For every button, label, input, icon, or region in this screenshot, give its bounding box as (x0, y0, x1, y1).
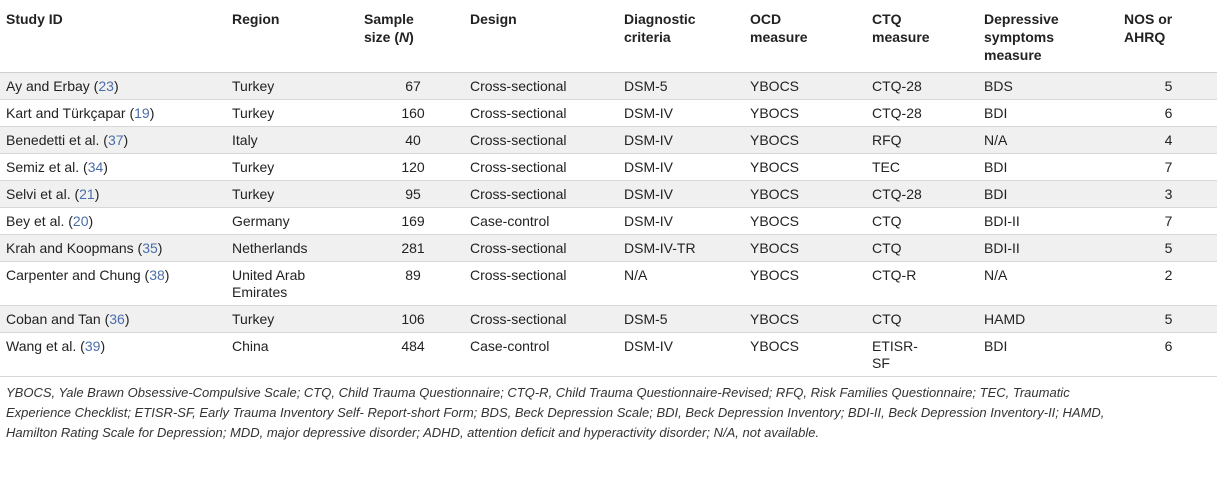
cell-ocd-measure: YBOCS (746, 181, 868, 208)
cell-design: Case-control (466, 333, 620, 377)
cell-region (228, 333, 360, 377)
cell-diagnostic-criteria: N/A (620, 262, 746, 306)
study-close-paren: ) (124, 311, 130, 327)
region-text: Turkey (232, 311, 275, 327)
cell-design: Cross-sectional (466, 306, 620, 333)
cell-depressive-measure: BDI (980, 154, 1120, 181)
region-text: Germany (232, 213, 290, 229)
ctq-text: TEC (872, 159, 900, 175)
cell-sample-size: 281 (360, 235, 466, 262)
cell-ctq-measure (868, 208, 980, 235)
study-close-paren: ) (88, 213, 94, 229)
reference-link[interactable]: 23 (98, 78, 114, 94)
header-depressive-measure (980, 0, 1120, 73)
cell-sample-size: 40 (360, 127, 466, 154)
table-body (0, 73, 1217, 377)
cell-ctq-measure (868, 127, 980, 154)
cell-diagnostic-criteria: DSM-IV (620, 100, 746, 127)
cell-diagnostic-criteria: DSM-IV (620, 127, 746, 154)
cell-region (228, 127, 360, 154)
study-close-paren: ) (103, 159, 108, 175)
cell-nos-ahrq: 6 (1120, 100, 1217, 127)
cell-design: Cross-sectional (466, 181, 620, 208)
cell-diagnostic-criteria: DSM-IV (620, 333, 746, 377)
cell-nos-ahrq: 2 (1120, 262, 1217, 306)
header-sample-size-line2: size ( (364, 29, 400, 45)
cell-ctq-measure (868, 154, 980, 181)
cell-diagnostic-criteria: DSM-5 (620, 73, 746, 100)
cell-region (228, 208, 360, 235)
reference-link[interactable]: 38 (149, 267, 165, 283)
reference-link[interactable]: 39 (84, 338, 101, 354)
cell-sample-size: 95 (360, 181, 466, 208)
cell-study-id (0, 208, 228, 235)
header-diagnostic-criteria (620, 0, 746, 73)
table-row (0, 154, 1217, 181)
study-name: Kart and Türkçapar ( (6, 105, 135, 121)
header-nos-line1: NOS or (1124, 11, 1173, 27)
study-name: Ay and Erbay ( (6, 78, 99, 94)
study-close-paren: ) (149, 105, 155, 121)
table-row (0, 235, 1217, 262)
study-close-paren: ) (164, 267, 170, 283)
cell-ocd-measure: YBOCS (746, 127, 868, 154)
header-study-id-label: Study ID (6, 11, 63, 27)
cell-region (228, 262, 360, 306)
cell-sample-size: 89 (360, 262, 466, 306)
region-text: Turkey (232, 159, 275, 175)
header-row (0, 0, 1217, 73)
header-ctq-line1: CTQ (872, 11, 902, 27)
study-name: Bey et al. ( (6, 213, 73, 229)
header-ctq-line2: measure (872, 29, 930, 45)
header-nos-ahrq (1120, 0, 1217, 73)
header-design-label: Design (470, 11, 517, 27)
ctq-text: CTQ (872, 240, 902, 256)
cell-design: Cross-sectional (466, 235, 620, 262)
cell-ocd-measure: YBOCS (746, 262, 868, 306)
cell-study-id (0, 333, 228, 377)
table-footnote: YBOCS, Yale Brawn Obsessive-Compulsive Scale; CTQ, Child Trauma Questionnaire; CTQ-R, Child Trauma Questionnaire-Revised; RFQ, Risk Families Questionnaire; TEC, Traumatic Experience Checklist; ETISR-SF, Early Trauma Inventory Self- Report-short Form; BDS, Beck Depression Scale; BDI, Beck Depression Inventory; BDI-II, Beck Depression Inventory-II; HAMD, Hamilton Rating Scale for Depression; MDD, major depressive disorder; ADHD, attention deficit and hyperactivity disorder; N/A, not available. (6, 385, 1105, 440)
table-row (0, 306, 1217, 333)
header-sample-size (360, 0, 466, 73)
header-ocd-line1: OCD (750, 11, 782, 27)
header-ocd-measure (746, 0, 868, 73)
cell-diagnostic-criteria: DSM-IV (620, 154, 746, 181)
header-study-id (0, 0, 228, 73)
cell-sample-size: 484 (360, 333, 466, 377)
cell-nos-ahrq: 4 (1120, 127, 1217, 154)
cell-study-id (0, 154, 228, 181)
cell-diagnostic-criteria: DSM-IV (620, 208, 746, 235)
cell-design: Cross-sectional (466, 154, 620, 181)
ctq-text: CTQ-28 (872, 186, 922, 202)
cell-ctq-measure (868, 235, 980, 262)
table-row (0, 208, 1217, 235)
reference-link[interactable]: 36 (109, 311, 125, 327)
cell-ctq-measure (868, 262, 980, 306)
reference-link[interactable]: 20 (72, 213, 89, 229)
cell-region (228, 154, 360, 181)
study-name: Wang et al. ( (6, 338, 85, 354)
cell-depressive-measure: BDI-II (980, 235, 1120, 262)
cell-design: Cross-sectional (466, 262, 620, 306)
table-row (0, 100, 1217, 127)
region-text-line2: Emirates (232, 284, 288, 300)
study-name: Semiz et al. ( (6, 159, 88, 175)
cell-study-id (0, 127, 228, 154)
study-name: Krah and Koopmans ( (6, 240, 143, 256)
cell-region (228, 100, 360, 127)
cell-depressive-measure: HAMD (980, 306, 1120, 333)
region-text: Netherlands (232, 240, 308, 256)
cell-region (228, 235, 360, 262)
cell-depressive-measure: N/A (980, 262, 1120, 306)
table-row (0, 333, 1217, 377)
cell-diagnostic-criteria: DSM-IV-TR (620, 235, 746, 262)
table-row (0, 73, 1217, 100)
cell-ctq-measure (868, 333, 980, 377)
cell-design: Cross-sectional (466, 127, 620, 154)
cell-diagnostic-criteria: DSM-IV (620, 181, 746, 208)
ctq-text: ETISR- (872, 338, 918, 354)
header-nos-line2: AHRQ (1124, 29, 1166, 45)
region-text: China (232, 338, 269, 354)
cell-ocd-measure: YBOCS (746, 333, 868, 377)
ctq-text: CTQ (872, 213, 902, 229)
region-text: Italy (232, 132, 258, 148)
cell-nos-ahrq: 5 (1120, 235, 1217, 262)
header-ocd-line2: measure (750, 29, 808, 45)
cell-ctq-measure (868, 306, 980, 333)
study-close-paren: ) (100, 338, 106, 354)
cell-depressive-measure: BDI-II (980, 208, 1120, 235)
header-dep-line2: symptoms (984, 29, 1055, 45)
region-text: United Arab (232, 267, 306, 283)
study-close-paren: ) (123, 132, 129, 148)
reference-link[interactable]: 35 (142, 240, 158, 256)
cell-region (228, 306, 360, 333)
cell-study-id (0, 262, 228, 306)
ctq-text: CTQ (872, 311, 902, 327)
cell-ocd-measure: YBOCS (746, 208, 868, 235)
cell-sample-size: 169 (360, 208, 466, 235)
reference-link[interactable]: 37 (107, 132, 124, 148)
study-name: Carpenter and Chung ( (6, 267, 150, 283)
table-row (0, 181, 1217, 208)
region-text: Turkey (232, 78, 275, 94)
cell-ocd-measure: YBOCS (746, 73, 868, 100)
header-sample-size-n: N (399, 29, 410, 45)
reference-link[interactable]: 21 (79, 186, 95, 202)
table-header (0, 0, 1217, 73)
header-diagnostic-line2: criteria (624, 29, 671, 45)
header-ctq-measure (868, 0, 980, 73)
header-sample-size-end: ) (409, 29, 414, 45)
reference-link[interactable]: 34 (87, 159, 104, 175)
ctq-text-line2: SF (872, 355, 890, 371)
cell-ctq-measure (868, 73, 980, 100)
table-row (0, 127, 1217, 154)
cell-ocd-measure: YBOCS (746, 235, 868, 262)
cell-depressive-measure: BDS (980, 73, 1120, 100)
header-region-label: Region (232, 11, 280, 27)
cell-nos-ahrq: 5 (1120, 306, 1217, 333)
cell-sample-size: 120 (360, 154, 466, 181)
cell-ocd-measure: YBOCS (746, 306, 868, 333)
region-text: Turkey (232, 105, 275, 121)
cell-nos-ahrq: 3 (1120, 181, 1217, 208)
cell-study-id (0, 235, 228, 262)
header-sample-size-line1: Sample (364, 11, 414, 27)
cell-design: Cross-sectional (466, 100, 620, 127)
reference-link[interactable]: 19 (134, 105, 150, 121)
cell-region (228, 73, 360, 100)
cell-ctq-measure (868, 181, 980, 208)
cell-nos-ahrq: 7 (1120, 208, 1217, 235)
study-name: Coban and Tan ( (6, 311, 110, 327)
cell-sample-size: 160 (360, 100, 466, 127)
cell-ctq-measure (868, 100, 980, 127)
cell-nos-ahrq: 5 (1120, 73, 1217, 100)
cell-depressive-measure: BDI (980, 100, 1120, 127)
cell-design: Cross-sectional (466, 73, 620, 100)
cell-ocd-measure: YBOCS (746, 100, 868, 127)
study-close-paren: ) (113, 78, 119, 94)
table-row (0, 262, 1217, 306)
cell-nos-ahrq: 6 (1120, 333, 1217, 377)
cell-study-id (0, 181, 228, 208)
cell-ocd-measure: YBOCS (746, 154, 868, 181)
cell-study-id (0, 306, 228, 333)
ctq-text: CTQ-28 (872, 105, 922, 121)
cell-diagnostic-criteria: DSM-5 (620, 306, 746, 333)
cell-study-id (0, 100, 228, 127)
study-close-paren: ) (157, 240, 163, 256)
cell-region (228, 181, 360, 208)
header-dep-line1: Depressive (984, 11, 1059, 27)
cell-sample-size: 106 (360, 306, 466, 333)
header-design (466, 0, 620, 73)
cell-sample-size: 67 (360, 73, 466, 100)
header-diagnostic-line1: Diagnostic (624, 11, 696, 27)
ctq-text: RFQ (872, 132, 902, 148)
study-name: Benedetti et al. ( (6, 132, 108, 148)
cell-study-id (0, 73, 228, 100)
cell-depressive-measure: BDI (980, 181, 1120, 208)
cell-depressive-measure: BDI (980, 333, 1120, 377)
header-dep-line3: measure (984, 47, 1042, 63)
ctq-text: CTQ-28 (872, 78, 922, 94)
study-name: Selvi et al. ( (6, 186, 80, 202)
cell-nos-ahrq: 7 (1120, 154, 1217, 181)
cell-design: Case-control (466, 208, 620, 235)
cell-depressive-measure: N/A (980, 127, 1120, 154)
ctq-text: CTQ-R (872, 267, 917, 283)
study-close-paren: ) (94, 186, 100, 202)
header-region (228, 0, 360, 73)
region-text: Turkey (232, 186, 275, 202)
